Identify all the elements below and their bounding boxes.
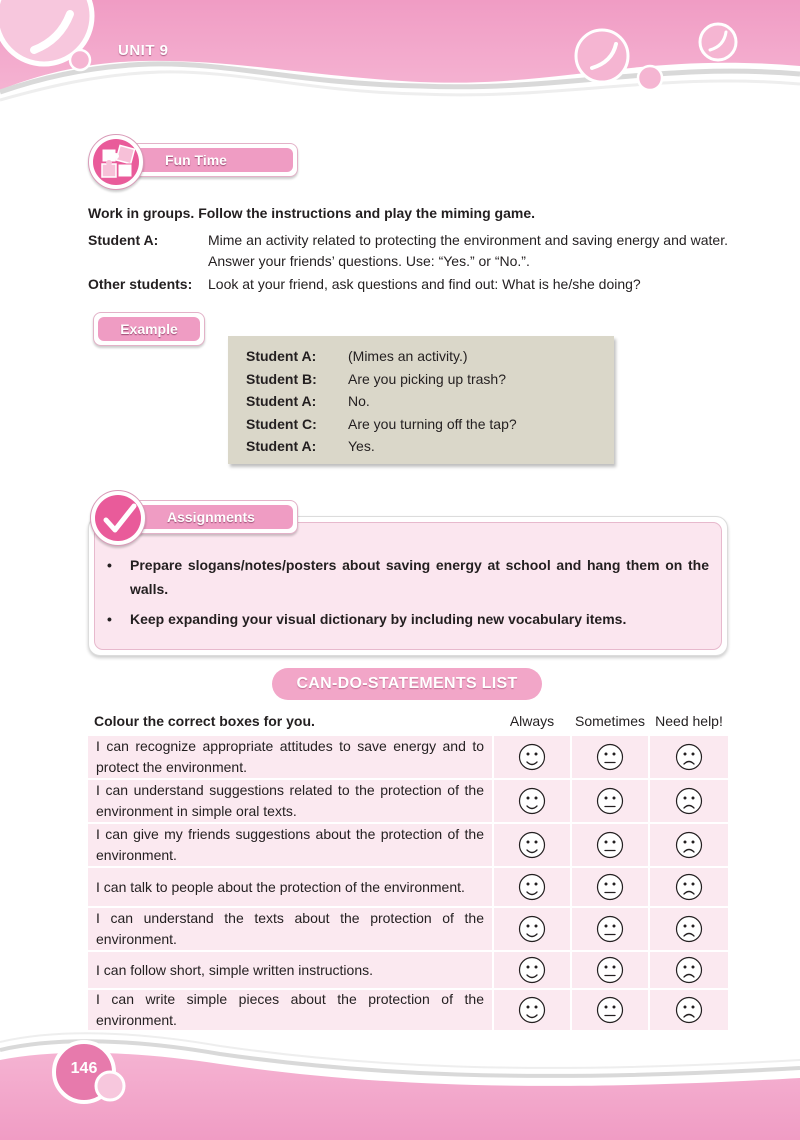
assignments-label: Assignments: [167, 509, 255, 525]
role-label: Other students:: [88, 276, 193, 292]
neutral-face-icon: [596, 956, 624, 984]
sad-face-icon: [675, 831, 703, 859]
smiley-icon: [518, 915, 546, 943]
smiley-icon: [518, 787, 546, 815]
rating-box-need-help[interactable]: [650, 824, 728, 866]
statement-text: I can write simple pieces about the protection of the environment.: [96, 991, 484, 1028]
utterance: No.: [348, 393, 370, 409]
smiley-icon: [518, 831, 546, 859]
table-row: [88, 952, 728, 988]
footer-decoration: [0, 1020, 800, 1140]
statement-cell: [88, 868, 492, 906]
can-do-table: [88, 708, 728, 1030]
rating-box-need-help[interactable]: [650, 780, 728, 822]
rating-box-always[interactable]: [494, 908, 570, 950]
rating-box-always[interactable]: [494, 780, 570, 822]
sad-face-icon: [675, 956, 703, 984]
puzzle-badge: [88, 134, 144, 190]
statement-text: I can recognize appropriate attitudes to save energy and to protect the environment.: [96, 738, 484, 775]
instruction-heading: Work in groups. Follow the instructions and play the miming game.: [88, 205, 536, 221]
utterance: Are you picking up trash?: [348, 371, 506, 387]
rating-box-always[interactable]: [494, 736, 570, 778]
smiley-icon: [518, 743, 546, 771]
role-label: Student A:: [88, 232, 159, 248]
rating-box-sometimes[interactable]: [572, 952, 648, 988]
smiley-icon: [518, 873, 546, 901]
table-body: [88, 736, 728, 1030]
column-need-help: Need help!: [655, 713, 723, 729]
example-dialogue: [228, 336, 614, 464]
statement-cell: [88, 736, 492, 778]
role-row: [88, 230, 728, 272]
rating-box-sometimes[interactable]: [572, 908, 648, 950]
rating-box-always[interactable]: [494, 868, 570, 906]
utterance: Are you turning off the tap?: [348, 416, 517, 432]
role-row: [88, 274, 728, 295]
table-instruction: Colour the correct boxes for you.: [94, 713, 315, 729]
speaker: Student A:: [246, 393, 317, 409]
statement-cell: [88, 780, 492, 822]
fun-time-instructions: [88, 203, 728, 295]
speaker: Student C:: [246, 416, 317, 432]
table-row: [88, 868, 728, 906]
statement-cell: [88, 908, 492, 950]
rating-box-need-help[interactable]: [650, 736, 728, 778]
neutral-face-icon: [596, 873, 624, 901]
puzzle-icon: [89, 135, 145, 191]
list-item: • Prepare slogans/notes/posters about saving energy at school and hang them on the walls.: [119, 553, 709, 601]
assignments-box: [88, 516, 728, 656]
rating-box-need-help[interactable]: [650, 952, 728, 988]
example-label: Example: [120, 321, 178, 337]
fun-time-banner: [118, 143, 298, 177]
can-do-title: CAN-DO-STATEMENTS LIST: [272, 668, 542, 700]
role-text: Mime an activity related to protecting the environment and saving energy and water. Answer your friends’ questions. Use: “Yes.” or “No.”.: [208, 232, 728, 269]
speaker: Student A:: [246, 348, 317, 364]
statement-cell: [88, 952, 492, 988]
table-row: [88, 780, 728, 822]
sad-face-icon: [675, 915, 703, 943]
statement-text: I can talk to people about the protection of the environment.: [96, 878, 465, 895]
smiley-icon: [518, 956, 546, 984]
statement-text: I can understand suggestions related to the protection of the environment in simple oral texts.: [96, 782, 484, 819]
utterance: (Mimes an activity.): [348, 348, 468, 364]
table-row: [88, 736, 728, 778]
rating-box-sometimes[interactable]: [572, 780, 648, 822]
neutral-face-icon: [596, 787, 624, 815]
example-banner: [93, 312, 205, 346]
table-header: [88, 708, 728, 734]
page-number: 146: [70, 1060, 98, 1077]
utterance: Yes.: [348, 438, 375, 454]
fun-time-label: Fun Time: [165, 152, 227, 168]
assignments-list: [119, 553, 709, 637]
rating-box-need-help[interactable]: [650, 908, 728, 950]
neutral-face-icon: [596, 743, 624, 771]
rating-box-sometimes[interactable]: [572, 736, 648, 778]
neutral-face-icon: [596, 831, 624, 859]
rating-box-always[interactable]: [494, 952, 570, 988]
neutral-face-icon: [596, 915, 624, 943]
table-row: [88, 908, 728, 950]
unit-title: UNIT 9: [118, 42, 169, 59]
sad-face-icon: [675, 787, 703, 815]
column-sometimes: Sometimes: [574, 713, 646, 729]
sad-face-icon: [675, 873, 703, 901]
rating-box-always[interactable]: [494, 824, 570, 866]
statement-cell: [88, 824, 492, 866]
checkmark-icon: [91, 491, 147, 547]
statement-text: I can give my friends suggestions about the protection of the environment.: [96, 826, 484, 863]
speaker: Student A:: [246, 438, 317, 454]
check-badge: [90, 490, 146, 546]
statement-text: I can understand the texts about the protection of the environment.: [96, 910, 484, 947]
sad-face-icon: [675, 743, 703, 771]
list-item: • Keep expanding your visual dictionary by including new vocabulary items.: [119, 607, 709, 631]
rating-box-sometimes[interactable]: [572, 824, 648, 866]
rating-box-need-help[interactable]: [650, 868, 728, 906]
table-row: [88, 824, 728, 866]
role-text: Look at your friend, ask questions and find out: What is he/she doing?: [208, 276, 641, 292]
rating-box-sometimes[interactable]: [572, 868, 648, 906]
column-always: Always: [509, 713, 555, 729]
speaker: Student B:: [246, 371, 317, 387]
statement-text: I can follow short, simple written instructions.: [96, 961, 373, 978]
